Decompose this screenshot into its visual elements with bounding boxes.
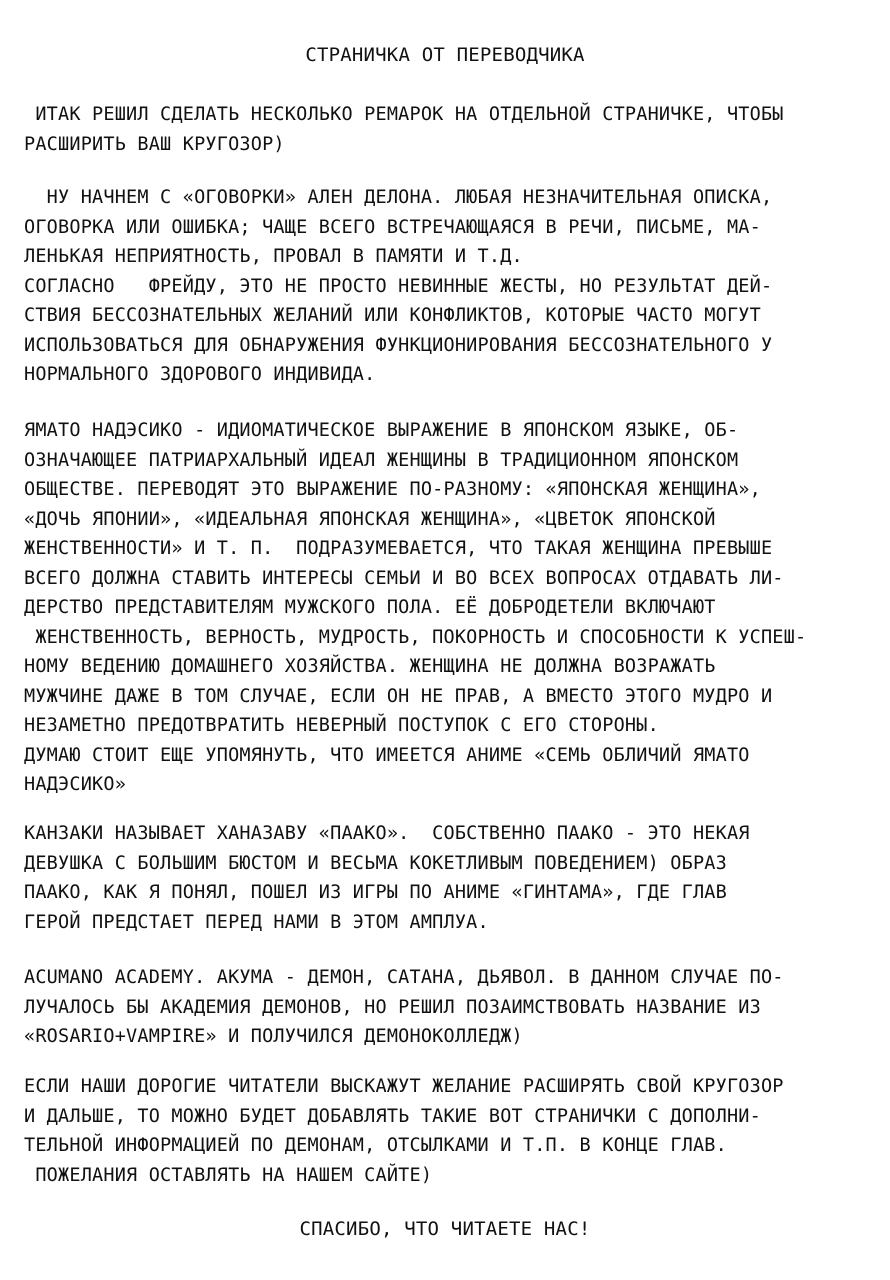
paragraph-intro <box>24 100 872 159</box>
text-line: НОРМАЛЬНОГО ЗДОРОВОГО ИНДИВИДА. <box>24 364 376 385</box>
text-line: ТЕЛЬНОЙ ИНФОРМАЦИЕЙ ПО ДЕМОНАМ, ОТСЫЛКАМИ И Т.П. В КОНЦЕ ГЛАВ. <box>24 1135 727 1156</box>
text-line: ПААКО, КАК Я ПОНЯЛ, ПОШЕЛ ИЗ ИГРЫ ПО АНИМЕ «ГИНТАМА», ГДЕ ГЛАВ <box>24 882 727 903</box>
text-line: ИТАК РЕШИЛ СДЕЛАТЬ НЕСКОЛЬКО РЕМАРОК НА ОТДЕЛЬНОЙ СТРАНИЧКЕ, ЧТОБЫ <box>24 104 784 125</box>
text-line: НОМУ ВЕДЕНИЮ ДОМАШНЕГО ХОЗЯЙСТВА. ЖЕНЩИНА НЕ ДОЛЖНА ВОЗРАЖАТЬ <box>24 656 716 677</box>
page-title: СТРАНИЧКА ОТ ПЕРЕВОДЧИКА <box>305 44 585 66</box>
text-line: РАСШИРИТЬ ВАШ КРУГОЗОР) <box>24 133 285 155</box>
text-line: КАНЗАКИ НАЗЫВАЕТ ХАНАЗАВУ «ПААКО». СОБСТВЕННО ПААКО - ЭТО НЕКАЯ <box>24 823 750 844</box>
text-line: НАДЭСИКО» <box>24 774 127 795</box>
text-line: ОБЩЕСТВЕ. ПЕРЕВОДЯТ ЭТО ВЫРАЖЕНИЕ ПО-РАЗНОМУ: «ЯПОНСКАЯ ЖЕНЩИНА», <box>24 479 761 500</box>
paragraph-acumano-academy <box>24 963 872 1052</box>
closing-thanks: СПАСИБО, ЧТО ЧИТАЕТЕ НАС! <box>299 1218 591 1240</box>
text-line: ДЕРСТВО ПРЕДСТАВИТЕЛЯМ МУЖСКОГО ПОЛА. ЕЁ ДОБРОДЕТЕЛИ ВКЛЮЧАЮТ <box>24 597 716 618</box>
text-line: ОГОВОРКА ИЛИ ОШИБКА; ЧАЩЕ ВСЕГО ВСТРЕЧАЮЩАЯСЯ В РЕЧИ, ПИСЬМЕ, МА- <box>24 216 761 238</box>
text-line: ОЗНАЧАЮЩЕЕ ПАТРИАРХАЛЬНЫЙ ИДЕАЛ ЖЕНЩИНЫ В ТРАДИЦИОННОМ ЯПОНСКОМ <box>24 449 739 471</box>
paragraph-yamato-nadeshiko <box>24 416 872 800</box>
text-line: И ДАЛЬШЕ, ТО МОЖНО БУДЕТ ДОБАВЛЯТЬ ТАКИЕ ВОТ СТРАНИЧКИ С ДОПОЛНИ- <box>24 1105 761 1127</box>
paragraph-reader-request <box>24 1072 872 1190</box>
text-line: ЕСЛИ НАШИ ДОРОГИЕ ЧИТАТЕЛИ ВЫСКАЖУТ ЖЕЛАНИЕ РАСШИРЯТЬ СВОЙ КРУГОЗОР <box>24 1076 784 1097</box>
text-line: ЖЕНСТВЕННОСТИ» И Т. П. ПОДРАЗУМЕВАЕТСЯ, ЧТО ТАКАЯ ЖЕНЩИНА ПРЕВЫШЕ <box>24 538 773 559</box>
text-line: ACUMANO ACADEMY. АКУМА - ДЕМОН, САТАНА, ДЬЯВОЛ. В ДАННОМ СЛУЧАЕ ПО- <box>24 967 784 988</box>
paragraph-freudian-slip <box>24 183 872 390</box>
text-line: ИСПОЛЬЗОВАТЬСЯ ДЛЯ ОБНАРУЖЕНИЯ ФУНКЦИОНИРОВАНИЯ БЕССОЗНАТЕЛЬНОГО У <box>24 334 773 356</box>
text-line: ВСЕГО ДОЛЖНА СТАВИТЬ ИНТЕРЕСЫ СЕМЬИ И ВО ВСЕХ ВОПРОСАХ ОТДАВАТЬ ЛИ- <box>24 567 784 589</box>
text-line: СОГЛАСНО ФРЕЙДУ, ЭТО НЕ ПРОСТО НЕВИННЫЕ ЖЕСТЫ, НО РЕЗУЛЬТАТ ДЕЙ- <box>24 275 773 297</box>
text-line: НЕЗАМЕТНО ПРЕДОТВРАТИТЬ НЕВЕРНЫЙ ПОСТУПОК С ЕГО СТОРОНЫ. <box>24 715 659 736</box>
text-line: ДУМАЮ СТОИТ ЕЩЕ УПОМЯНУТЬ, ЧТО ИМЕЕТСЯ АНИМЕ «СЕМЬ ОБЛИЧИЙ ЯМАТО <box>24 744 750 766</box>
text-line: МУЖЧИНЕ ДАЖЕ В ТОМ СЛУЧАЕ, ЕСЛИ ОН НЕ ПРАВ, А ВМЕСТО ЭТОГО МУДРО И <box>24 685 773 707</box>
text-line: ЖЕНСТВЕННОСТЬ, ВЕРНОСТЬ, МУДРОСТЬ, ПОКОРНОСТЬ И СПОСОБНОСТИ К УСПЕШ- <box>24 626 807 648</box>
text-line: НУ НАЧНЕМ С «ОГОВОРКИ» АЛЕН ДЕЛОНА. ЛЮБАЯ НЕЗНАЧИТЕЛЬНАЯ ОПИСКА, <box>24 187 773 208</box>
text-line: «ДОЧЬ ЯПОНИИ», «ИДЕАЛЬНАЯ ЯПОНСКАЯ ЖЕНЩИНА», «ЦВЕТОК ЯПОНСКОЙ <box>24 508 716 530</box>
text-line: «ROSARIO+VAMPIRE» И ПОЛУЧИЛСЯ ДЕМОНОКОЛЛЕДЖ) <box>24 1026 523 1047</box>
paragraph-paako <box>24 819 872 937</box>
text-line: ЯМАТО НАДЭСИКО - ИДИОМАТИЧЕСКОЕ ВЫРАЖЕНИЕ В ЯПОНСКОМ ЯЗЫКЕ, ОБ- <box>24 420 739 441</box>
text-line: ЛУЧАЛОСЬ БЫ АКАДЕМИЯ ДЕМОНОВ, НО РЕШИЛ ПОЗАИМСТВОВАТЬ НАЗВАНИЕ ИЗ <box>24 996 761 1018</box>
text-line: ПОЖЕЛАНИЯ ОСТАВЛЯТЬ НА НАШЕМ САЙТЕ) <box>24 1164 433 1186</box>
text-line: ЛЕНЬКАЯ НЕПРИЯТНОСТЬ, ПРОВАЛ В ПАМЯТИ И Т.Д. <box>24 246 523 267</box>
text-line: ГЕРОЙ ПРЕДСТАЕТ ПЕРЕД НАМИ В ЭТОМ АМПЛУА. <box>24 911 489 933</box>
text-line: СТВИЯ БЕССОЗНАТЕЛЬНЫХ ЖЕЛАНИЙ ИЛИ КОНФЛИКТОВ, КОТОРЫЕ ЧАСТО МОГУТ <box>24 305 761 326</box>
text-line: ДЕВУШКА С БОЛЬШИМ БЮСТОМ И ВЕСЬМА КОКЕТЛИВЫМ ПОВЕДЕНИЕМ) ОБРАЗ <box>24 852 727 874</box>
